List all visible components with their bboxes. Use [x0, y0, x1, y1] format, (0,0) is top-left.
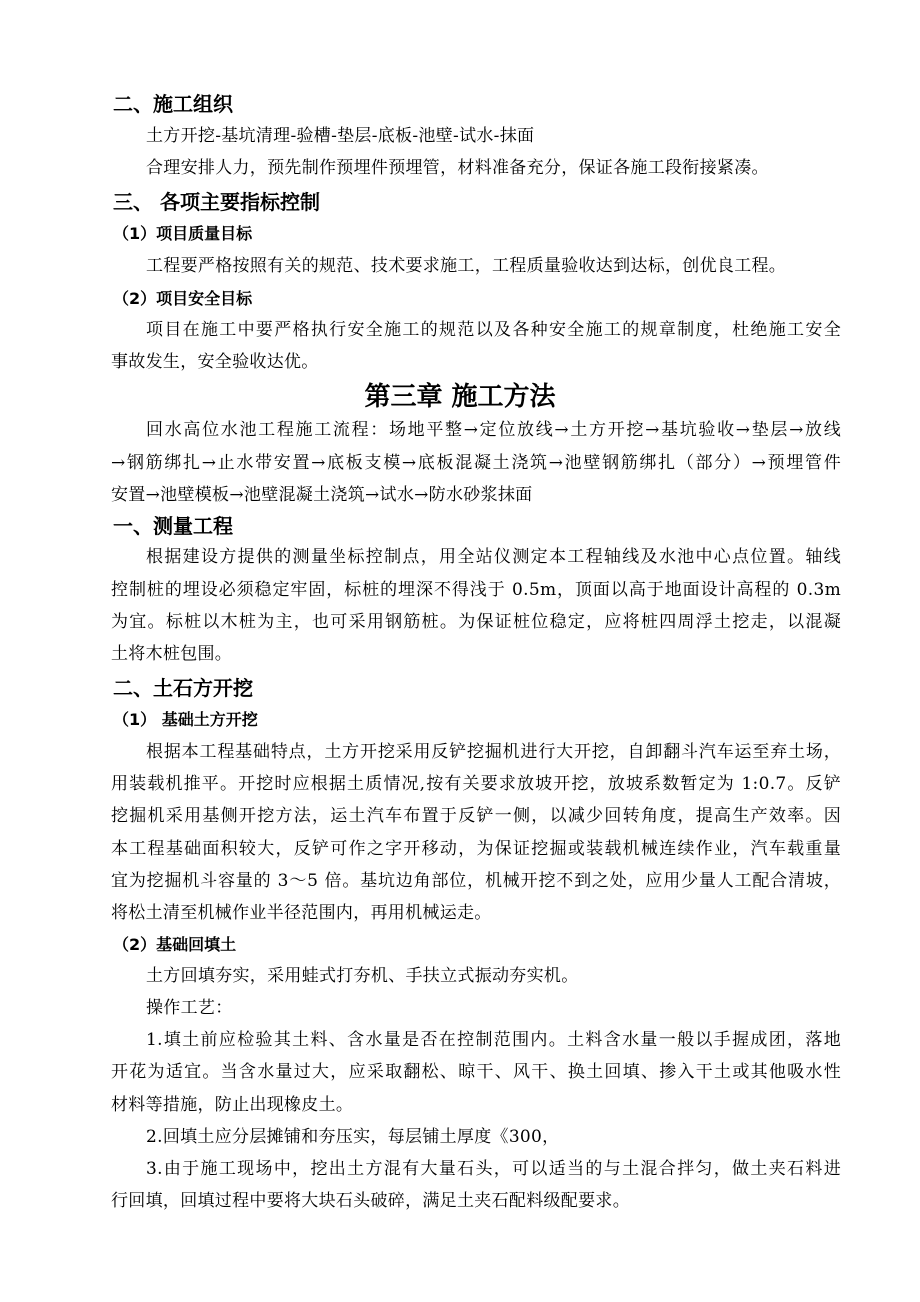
process-label: 操作工艺：	[146, 998, 233, 1018]
excavation-text-line: 宜为挖掘机斗容量的 3～5 倍。基坑边角部位，机械开挖不到之处，应用少量人工配合清坡，	[111, 871, 841, 891]
survey-text-line: 控制桩的埋设必须稳定牢固，标桩的埋深不得浅于 0.5m，顶面以高于地面设计高程的 0.3m	[111, 580, 841, 600]
survey-text-line: 土将木桩包围。	[111, 644, 233, 664]
backfill-step-2: 2.回填土应分层摊铺和夯压实，每层铺土厚度《300，	[146, 1127, 560, 1147]
backfill-step-3-line: 3.由于施工现场中，挖出土方混有大量石头，可以适当的与土混合拌匀，做土夹石料进	[146, 1159, 841, 1179]
process-sequence-text: 土方开挖-基坑清理-验槽-垫层-底板-池壁-试水-抹面	[146, 126, 535, 146]
subheading-foundation-excavation: （1） 基础土方开挖	[113, 710, 258, 729]
safety-target-text-line: 项目在施工中要严格执行安全施工的规范以及各种安全施工的规章制度，杜绝施工安全	[146, 320, 841, 340]
subheading-safety-target: （2）项目安全目标	[113, 289, 253, 308]
backfill-step-1-line: 1.填土前应检验其土料、含水量是否在控制范围内。土料含水量一般以手握成团，落地	[146, 1030, 841, 1050]
section-heading-survey: 一、测量工程	[113, 514, 233, 538]
subheading-quality-target: （1）项目质量目标	[113, 224, 253, 243]
excavation-text-line: 根据本工程基础特点，土方开挖采用反铲挖掘机进行大开挖，自卸翻斗汽车运至弃土场，	[146, 742, 841, 762]
arrangement-text: 合理安排人力，预先制作预埋件预埋管，材料准备充分，保证各施工段衔接紧凑。	[146, 158, 769, 178]
construction-flow-text-line: 回水高位水池工程施工流程：场地平整→定位放线→土方开挖→基坑验收→垫层→放线	[146, 420, 841, 440]
backfill-step-1-line: 材料等措施，防止出现橡皮土。	[111, 1095, 354, 1115]
section-heading-earthwork: 二、土石方开挖	[113, 676, 253, 700]
subheading-foundation-backfill: （2）基础回填土	[113, 935, 237, 954]
chapter-title: 第三章 施工方法	[364, 382, 556, 412]
quality-target-text: 工程要严格按照有关的规范、技术要求施工，工程质量验收达到达标，创优良工程。	[146, 256, 787, 276]
backfill-step-1-line: 开花为适宜。当含水量过大，应采取翻松、晾干、风干、换土回填、掺入干土或其他吸水性	[111, 1062, 841, 1082]
survey-text-line: 根据建设方提供的测量坐标控制点，用全站仪测定本工程轴线及水池中心点位置。轴线	[146, 547, 841, 567]
survey-text-line: 为宜。标桩以木桩为主，也可采用钢筋桩。为保证桩位稳定，应将桩四周浮土挖走，以混凝	[111, 612, 841, 632]
excavation-text-line: 挖掘机采用基侧开挖方法，运土汽车布置于反铲一侧，以减少回转角度，提高生产效率。因	[111, 806, 841, 826]
backfill-step-3-line: 行回填，回填过程中要将大块石头破碎，满足土夹石配料级配要求。	[111, 1191, 630, 1211]
section-heading-construction-organization: 二、施工组织	[113, 92, 233, 116]
construction-flow-text-line: 安置→池壁模板→池壁混凝土浇筑→试水→防水砂浆抹面	[111, 485, 533, 505]
excavation-text-line: 本工程基础面积较大，反铲可作之字开移动，为保证挖掘或装载机械连续作业，汽车载重量	[111, 839, 841, 859]
construction-flow-text-line: →钢筋绑扎→止水带安置→底板支模→底板混凝土浇筑→池壁钢筋绑扎（部分）→预埋管件	[111, 453, 841, 473]
section-heading-key-indicators: 三、 各项主要指标控制	[113, 190, 320, 214]
excavation-text-line: 将松土清至机械作业半径范围内，再用机械运走。	[111, 903, 492, 923]
safety-target-text-line: 事故发生，安全验收达优。	[111, 352, 319, 372]
excavation-text-line: 用装载机推平。开挖时应根据土质情况,按有关要求放坡开挖，放坡系数暂定为 1:0.7。反铲	[111, 774, 841, 794]
backfill-intro-text: 土方回填夯实，采用蛙式打夯机、手扶立式振动夯实机。	[146, 966, 579, 986]
